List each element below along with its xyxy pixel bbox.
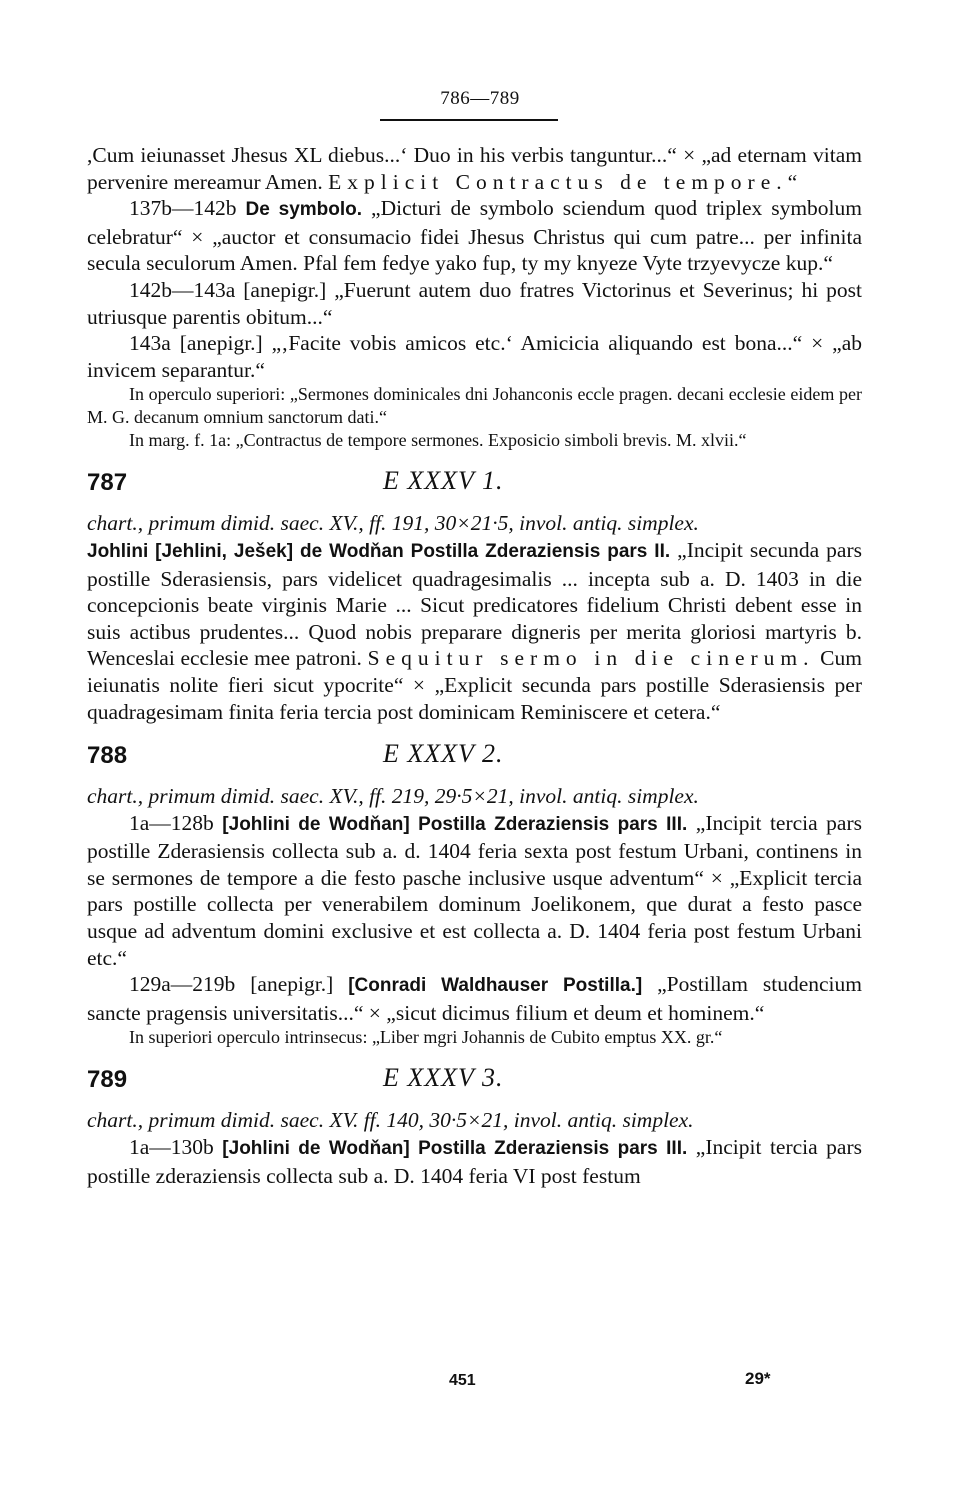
physical-description: chart., primum dimid. saec. XV. ff. 140, 30·5×21, invol. antiq. simplex. [87,1108,694,1133]
entry-number: 789 [87,1066,128,1094]
text: „Dicturi de symbolo sciendum quod triplex symbolum celebratur“ × „auctor et consumacio fidei Jhesus Christus qui cum patre... per infinita secula seculorum Amen. Pfal fem fedye yako fup, ty my knyeze Vyte trzyevycze kup.“ [87,196,862,276]
signature-mark: 29* [745,1369,771,1388]
entry-heading [87,739,862,773]
folio-range: 129a—219b [anepigr.] [129,972,349,997]
paragraph [87,1134,862,1189]
physical-description: chart., primum dimid. saec. XV., ff. 191, 30×21·5, invol. antiq. simplex. [87,511,699,536]
shelfmark: E XXXV 2. [383,739,504,769]
paragraph [87,810,862,972]
text: „Incipit secunda pars postille Sderasiensis, pars videlicet quadragesimalis ... incepta sub a. D. 1403 in die concepcionis beate virginis Marie ... Sicut predicatores fidelium Christi debent esse in suis actibus prudentes... Quod nobis preparare digneris per merita gloriosi martyris b. Wenceslai ecclesie mee patroni. [87,537,862,671]
folio-range: 1a—130b [129,1135,223,1160]
paragraph: 143a [anepigr.] „‚Facite vobis amicos etc.‘ Amicicia aliquando est bona...“ × „ab invicem separantur.“ [87,331,862,382]
text: „Incipit tercia pars postille Zderasiensis collecta sub a. d. 1404 feria sexta post festum Urbani, continens in se sermones de tempore a die festo pasche inclusive usque adventum“ × „Explicit tercia pars postille collecta per venerabilem dominum Joelikonem, que durat a festo pasce usque ad adventum domini exclusive et est collecta a. D. 1404 feria post festum Urbani etc.“ [87,810,862,970]
work-title: [Johlini de Wodňan] Postilla Zderaziensis pars III. [222,1138,688,1160]
work-title: [Conradi Waldhauser Postilla.] [348,975,643,997]
text: „Postillam studencium sancte pragensis universitatis...“ × „sicut dicimus filium et deum et hominem.“ [87,972,862,1025]
physical-description: chart., primum dimid. saec. XV., ff. 219, 29·5×21, invol. antiq. simplex. [87,784,699,809]
paragraph [87,971,862,1026]
paragraph [87,142,862,195]
spaced-text: Sequitur sermo in die cinerum. [367,646,815,671]
entry-number: 787 [87,469,128,497]
note: In operculo superiori: „Sermones dominicales dni Johanconis eccle pragen. decani ecclesie eidem per M. G. decanum omnium sanctorum dati.“ [87,384,862,428]
paragraph [87,537,862,725]
page-number: 451 [449,1372,476,1389]
note: In superiori operculo intrinsecus: „Liber mgri Johannis de Cubito emptus XX. gr.“ [129,1027,723,1048]
entry-number: 788 [87,742,128,770]
note: In marg. f. 1a: „Contractus de tempore sermones. Exposicio simboli brevis. M. xlvii.“ [129,430,747,451]
work-title: De symbolo. [245,199,363,221]
work-title: Johlini [Jehlini, Ješek] de Wodňan Postilla Zderaziensis pars II. [87,540,671,562]
folio-range: 1a—128b [129,810,223,835]
text: ,Cum ieiunasset Jhesus XL diebus...‘ Duo in his verbis tanguntur...“ × „ad eternam vitam pervenire mereamur Amen. [87,143,862,194]
shelfmark: E XXXV 1. [383,466,504,496]
text: “ [787,169,798,194]
entry-heading [87,1063,862,1097]
paragraph: 142b—143a [anepigr.] „Fuerunt autem duo fratres Victorinus et Severinus; hi post utriusque parentis obitum...“ [87,277,862,329]
work-title: [Johlini de Wodňan] Postilla Zderaziensis pars III. [222,813,688,835]
text: Cum ieiunatis nolite fieri sicut ypocrite“ × „Explicit secunda pars postille Sderasiensis per quadragesimam finita feria tercia post dominicam Reminiscere et cetera.“ [87,646,862,724]
header-rule [380,119,558,121]
text: „Incipit tercia pars postille zderaziensis collecta sub a. D. 1404 feria VI post festum [87,1135,862,1188]
paragraph [87,195,862,277]
shelfmark: E XXXV 3. [383,1063,504,1093]
entry-heading [87,466,862,500]
folio-range: 137b—142b [129,196,246,221]
running-head: 786—789 [440,88,520,109]
page-content [87,142,862,1189]
spaced-text: Explicit Contractus de tempore. [328,169,788,194]
